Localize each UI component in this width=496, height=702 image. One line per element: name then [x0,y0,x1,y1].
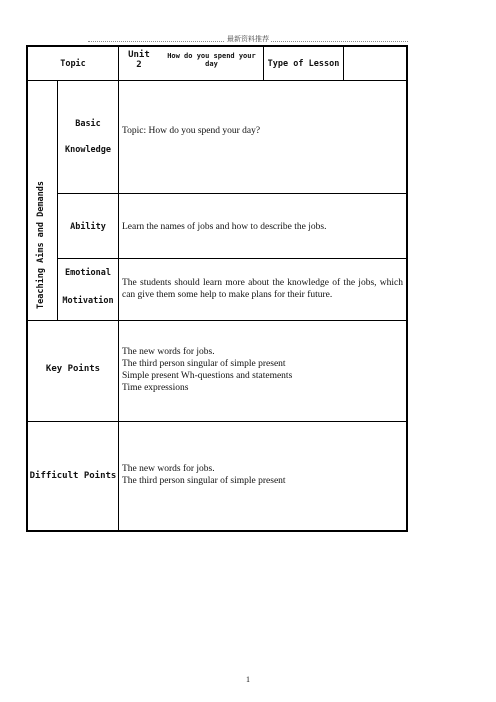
teaching-aims-label: Teaching Aims and Demands [36,181,46,309]
row-divider-emotional [26,320,408,321]
ability-text: Learn the names of jobs and how to describe the jobs. [122,222,327,232]
difficult-points-label: Difficult Points [29,471,117,481]
type-of-lesson-label: Type of Lesson [267,58,340,69]
row-divider-topic [26,80,408,81]
key-points-list [122,346,404,394]
type-of-lesson-value [344,47,406,80]
row-divider-basic [57,193,408,194]
ability-label: Ability [70,222,106,232]
key-point-item: The new words for jobs. [122,347,215,357]
key-point-item: The third person singular of simple present [122,359,286,369]
col-divider-main [118,45,119,532]
difficult-points-list [122,463,404,487]
motivation-label: Motivation [62,296,114,306]
page-number: 1 [246,675,250,684]
basic-label: Basic [75,119,101,129]
key-point-item: Simple present Wh-questions and statements [122,371,293,381]
basic-knowledge-text: Topic: How do you spend your day? [122,126,261,136]
knowledge-label: Knowledge [64,145,112,155]
emotional-motivation-text: The students should learn more about the knowledge of the jobs, which can give them some help to make plans for their future. [122,278,403,300]
unit-title: Unit 2 How do you spend your day [128,50,256,70]
key-points-label: Key Points [45,364,101,374]
col-divider-aims [57,80,58,320]
row-divider-key [26,421,408,422]
emotional-label: Emotional [64,268,112,278]
page-header: 最新资料推荐 [227,35,269,43]
row-divider-ability [57,258,408,259]
difficult-point-item: The new words for jobs. [122,464,215,474]
topic-label: Topic [60,58,86,69]
key-point-item: Time expressions [122,383,189,393]
difficult-point-item: The third person singular of simple present [122,476,286,486]
